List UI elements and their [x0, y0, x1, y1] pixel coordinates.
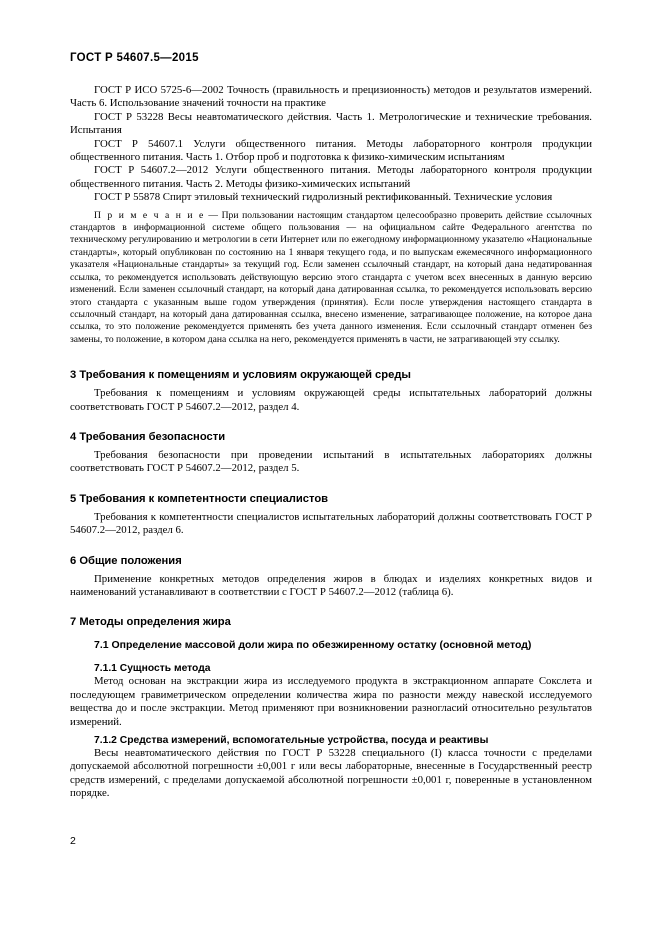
- subsection-heading-7-1-2: 7.1.2 Средства измерений, вспомогательные устройства, посуда и реактивы: [94, 735, 489, 746]
- subsection-body-7-1-2: Весы неавтоматического действия по ГОСТ Р 53228 специального (I) класса точности с пределами допускаемой абсолютной погрешности ±0,001 г или весы лабораторные, внесенные в Государственный реестр средств измерений, с пределами допускаемой абсолютной погрешности ±0,001 г, поверенные в установленном порядке.: [70, 747, 592, 800]
- section-heading-4: 4 Требования безопасности: [70, 430, 226, 443]
- section-heading-6: 6 Общие положения: [70, 554, 182, 567]
- reference-item: ГОСТ Р 53228 Весы неавтоматического действия. Часть 1. Метрологические и технические требования. Испытания: [70, 110, 592, 137]
- note-block: [70, 210, 592, 346]
- reference-item: ГОСТ Р 55878 Спирт этиловый технический гидролизный ректификованный. Технические условия: [94, 191, 553, 204]
- section-body-4: Требования безопасности при проведении испытаний в испытательных лабораториях должны соответствовать ГОСТ Р 54607.2—2012, раздел 5.: [70, 448, 592, 475]
- reference-item: ГОСТ Р ИСО 5725-6—2002 Точность (правильность и прецизионность) методов и результатов измерений. Часть 6. Использование значений точности на практике: [70, 84, 592, 110]
- subsection-heading-7-1-1: 7.1.1 Сущность метода: [94, 663, 211, 675]
- reference-item: ГОСТ Р 54607.1 Услуги общественного питания. Методы лабораторного контроля продукции общественного питания. Часть 1. Отбор проб и подготовка к физико-химическим испытаниям: [70, 137, 592, 164]
- page-number: 2: [70, 835, 76, 847]
- section-body-5: Требования к компетентности специалистов испытательных лабораторий должны соответствовать ГОСТ Р 54607.2—2012, раздел 6.: [70, 510, 592, 537]
- section-heading-5: 5 Требования к компетентности специалистов: [70, 492, 329, 505]
- section-heading-7: 7 Методы определения жира: [70, 616, 231, 629]
- note-label: П р и м е ч а н и е: [94, 209, 205, 221]
- section-body-3: Требования к помещениям и условиям окружающей среды испытательных лабораторий должны соответствовать ГОСТ Р 54607.2—2012, раздел 4.: [70, 387, 592, 413]
- section-body-6: Применение конкретных методов определения жиров в блюдах и изделиях конкретных видов и наименований устанавливают в соответствии с ГОСТ Р 54607.2—2012 (таблица 6).: [70, 572, 592, 598]
- note-text: — При пользовании настоящим стандартом целесообразно проверить действие ссылочных стандартов в информационной системе общего пользования — на официальном сайте Федерального агентства по техническому регулированию и метрологии в сети Интернет или по ежегодному информационному указателю «Национальные стандарты», который опубликован по состоянию на 1 января текущего года, и по выпускам ежемесячного информационного указателя «Национальные стандарты» за текущий год. Если заменен ссылочный стандарт, на который дана недатированная ссылка, то рекомендуется использовать действующую версию этого стандарта с учетом всех внесенных в данную версию изменений. Если заменен ссылочный стандарт, на который дана датированная ссылка, то рекомендуется использовать версию этого стандарта с указанным выше годом утверждения (принятия). Если после утверждения настоящего стандарта в ссылочный стандарт, на который дана датированная ссылка, внесено изменение, затрагивающее положение, на которое дана ссылка, то это положение рекомендуется применять без учета данного изменения. Если ссылочный стандарт отменен без замены, то положение, в котором дана ссылка на него, рекомендуется применять в части, не затрагивающей эту ссылку.: [70, 209, 593, 345]
- subsection-heading-7-1: 7.1 Определение массовой доли жира по обезжиренному остатку (основной метод): [94, 639, 532, 652]
- page-content: [70, 84, 592, 801]
- section-heading-3: 3 Требования к помещениям и условиям окружающей среды: [70, 369, 411, 382]
- reference-item: ГОСТ Р 54607.2—2012 Услуги общественного питания. Методы лабораторного контроля продукции общественного питания. Часть 2. Методы физико-химических испытаний: [70, 164, 592, 190]
- page-header: ГОСТ Р 54607.5—2015: [70, 52, 199, 64]
- subsection-body-7-1-1: Метод основан на экстракции жира из исследуемого продукта в экстракционном аппарате Сокслета и последующем гравиметрическом определении количества жира по разности между навеской исследуемого вещества до и после экстракции. Метод применяют при возникновении разногласий относительно результатов измерений.: [70, 675, 592, 728]
